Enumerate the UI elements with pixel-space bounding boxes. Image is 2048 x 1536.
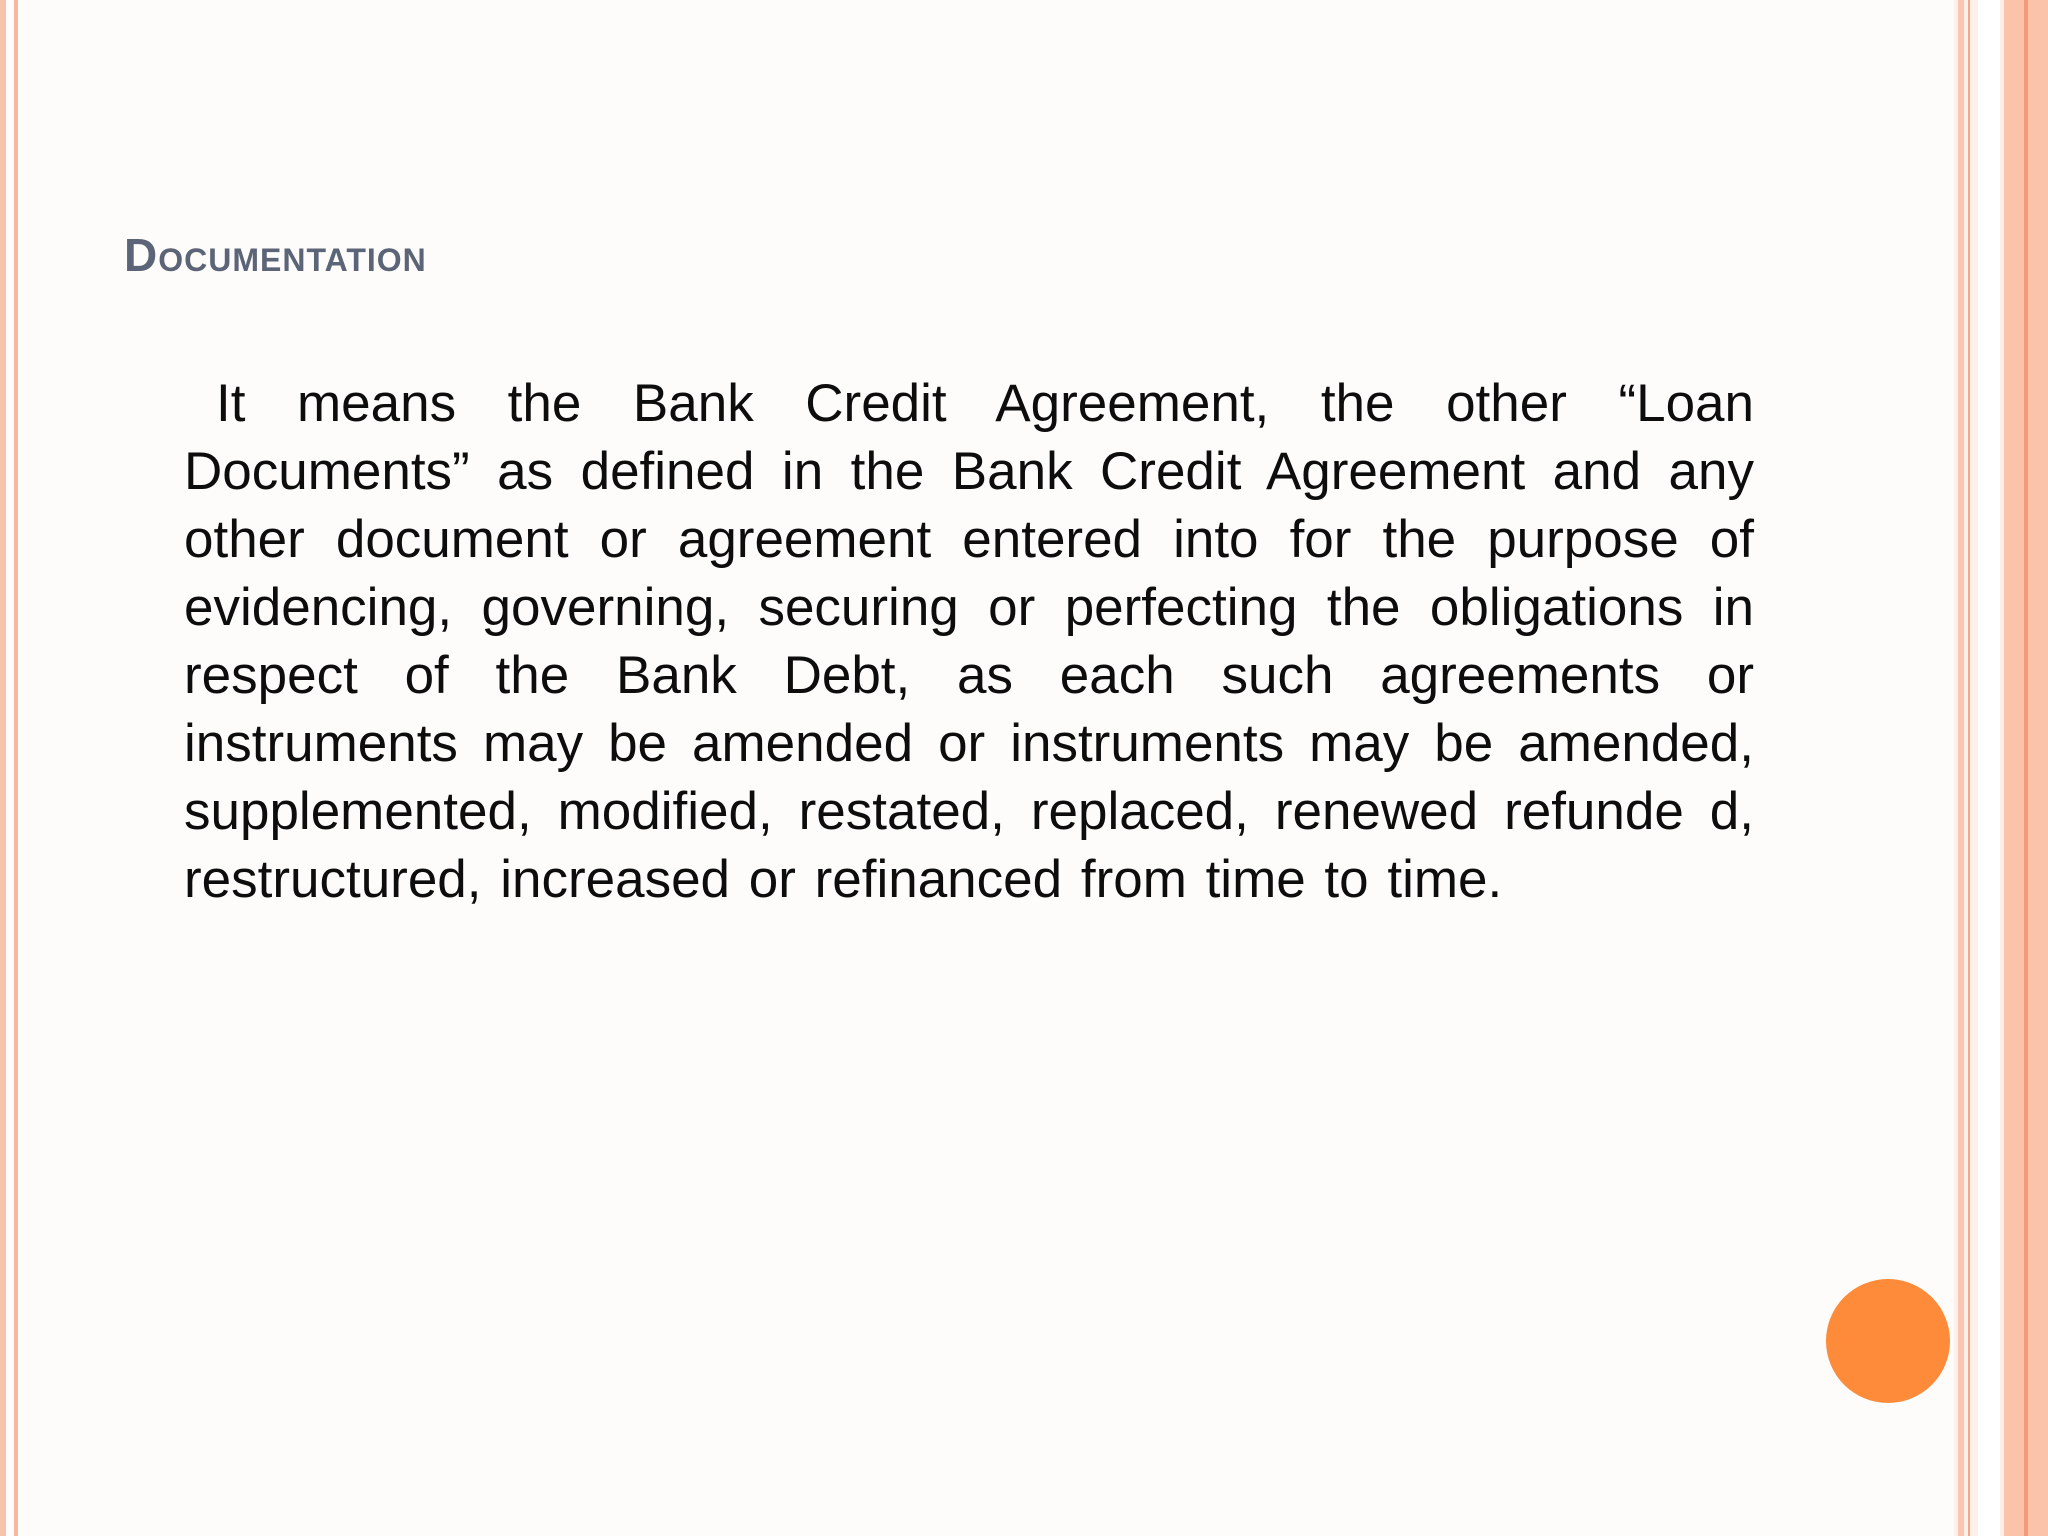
left-border-line — [0, 0, 6, 1536]
slide-body-text: It means the Bank Credit Agreement, the other “Loan Documents” as defined in the Bank Credit Agreement and any other document or agreement entered into for the purpose of evidencing, governing, securing or perfecting the obligations in respect of the Bank Debt, as each such agreements or instruments may be amended or instruments may be amended, supplemented, modified, restated, replaced, renewed refunde d, restructured, increased or refinanced from time to time. — [184, 374, 1754, 909]
right-border-gap — [1978, 0, 2000, 1536]
slide-title: Documentation — [124, 229, 427, 281]
decorative-circle — [1826, 1279, 1950, 1403]
left-border-line-inner — [14, 0, 18, 1536]
right-border-line-thin — [1968, 0, 1970, 1536]
right-border-stripe-line — [2024, 0, 2028, 1536]
right-border-line — [1958, 0, 1964, 1536]
